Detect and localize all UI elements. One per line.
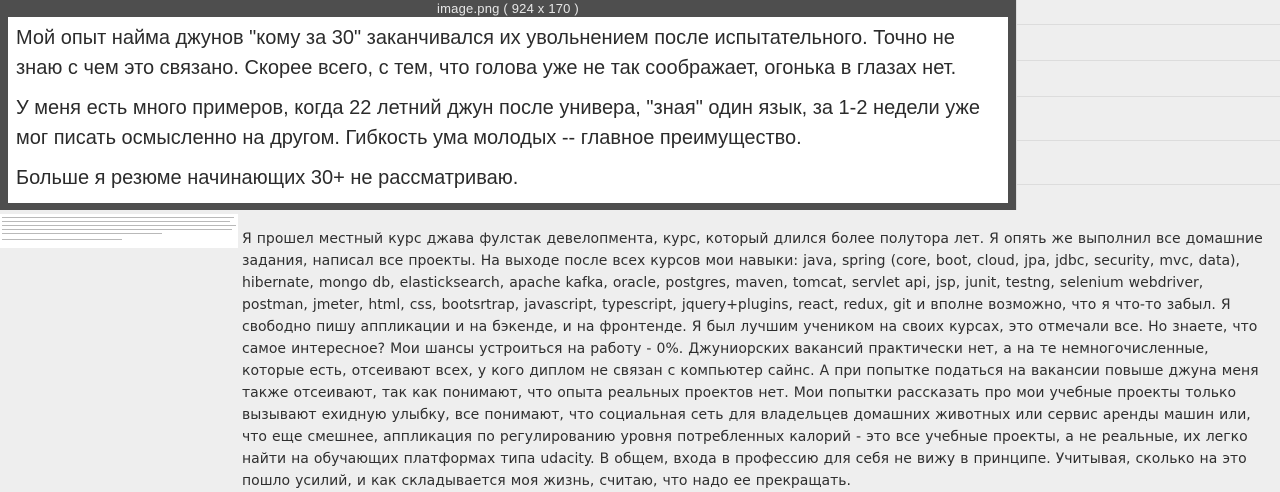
post-text: Я прошел местный курс джава фулстак девелопмента, курс, который длился более полутора лет. Я опять же выполнил все домашние задания, написал все проекты. На выходе после всех курсов мои навыки: java, spring (core, boot, cloud, jpa, jdbc, security, mvc, data), hibernate, mongo db, elasticksearch, apache kafka, oracle, postgres, maven, tomcat, servlet api, jsp, junit, testng, selenium webdriver, postman, jmeter, html, css, bootsrtrap, javascript, typescript, jquery+plugins, react, redux, git и вполне возможно, что я что-то забыл. Я свободно пишу аппликации и на бэкенде, и на фронтенде. Я был лучшим учеником на своих курсах, это отмечали все. Но знаете, что самое интересное? Мои шансы устроиться на работу - 0%. Джуниорских вакансий практически нет, а на те немногочисленные, которые есть, отсеивают всех, у кого диплом не связан с компьютер сайнс. А при попытке податься на вакансии повыше джуна меня также отсеивают, так как понимают, что опыта реальных проектов нет. Мои попытки рассказать про мои учебные проекты только вызывают ехидную улыбку, все понимают, что социальная сеть для владельцев домашних животных или сервис аренды машин или, что еще смешнее, аппликация по регулированию уровня потребленных калорий - это все учебные проекты, а не реальные, их легко найти на обучающих платформах типа udacity. В общем, входа в профессию для себя не вижу в принципе. Учитывая, сколько на это пошло усилий, и как складывается моя жизнь, считаю, что надо ее прекращать. <box>242 231 1263 489</box>
thumbnail-text-line <box>2 229 232 230</box>
image-paragraph: У меня есть много примеров, когда 22 летний джун после универа, "зная" один язык, за 1-2 недели уже мог писать осмысленно на другом. Гибкость ума молодых -- главное преимущество. <box>16 97 981 149</box>
page-divider <box>1016 96 1280 97</box>
image-thumbnail[interactable] <box>0 214 238 248</box>
page-divider <box>1016 0 1017 210</box>
thumbnail-text-line <box>2 225 236 226</box>
image-paragraph: Мой опыт найма джунов "кому за 30" заканчивался их увольнением после испытательного. Точно не знаю с чем это связано. Скорее всего, с тем, что голова уже не так соображает, огонька в глазах нет. <box>16 27 957 79</box>
image-paragraph: Больше я резюме начинающих 30+ не рассматриваю. <box>16 167 519 189</box>
thumbnail-text-line <box>2 239 122 240</box>
viewer-image[interactable] <box>8 17 1008 203</box>
image-viewer-popup[interactable] <box>0 0 1016 210</box>
thumbnail-text-line <box>2 233 162 234</box>
page-divider <box>1016 60 1280 61</box>
page-divider <box>1016 140 1280 141</box>
thumbnail-text-line <box>2 221 230 222</box>
page-background-lines <box>1016 0 1280 210</box>
viewer-title: image.png ( 924 x 170 ) <box>437 1 579 16</box>
post-body <box>242 228 1264 492</box>
page-divider <box>1016 184 1280 185</box>
page-divider <box>1016 24 1280 25</box>
thumbnail-text-line <box>2 217 234 218</box>
